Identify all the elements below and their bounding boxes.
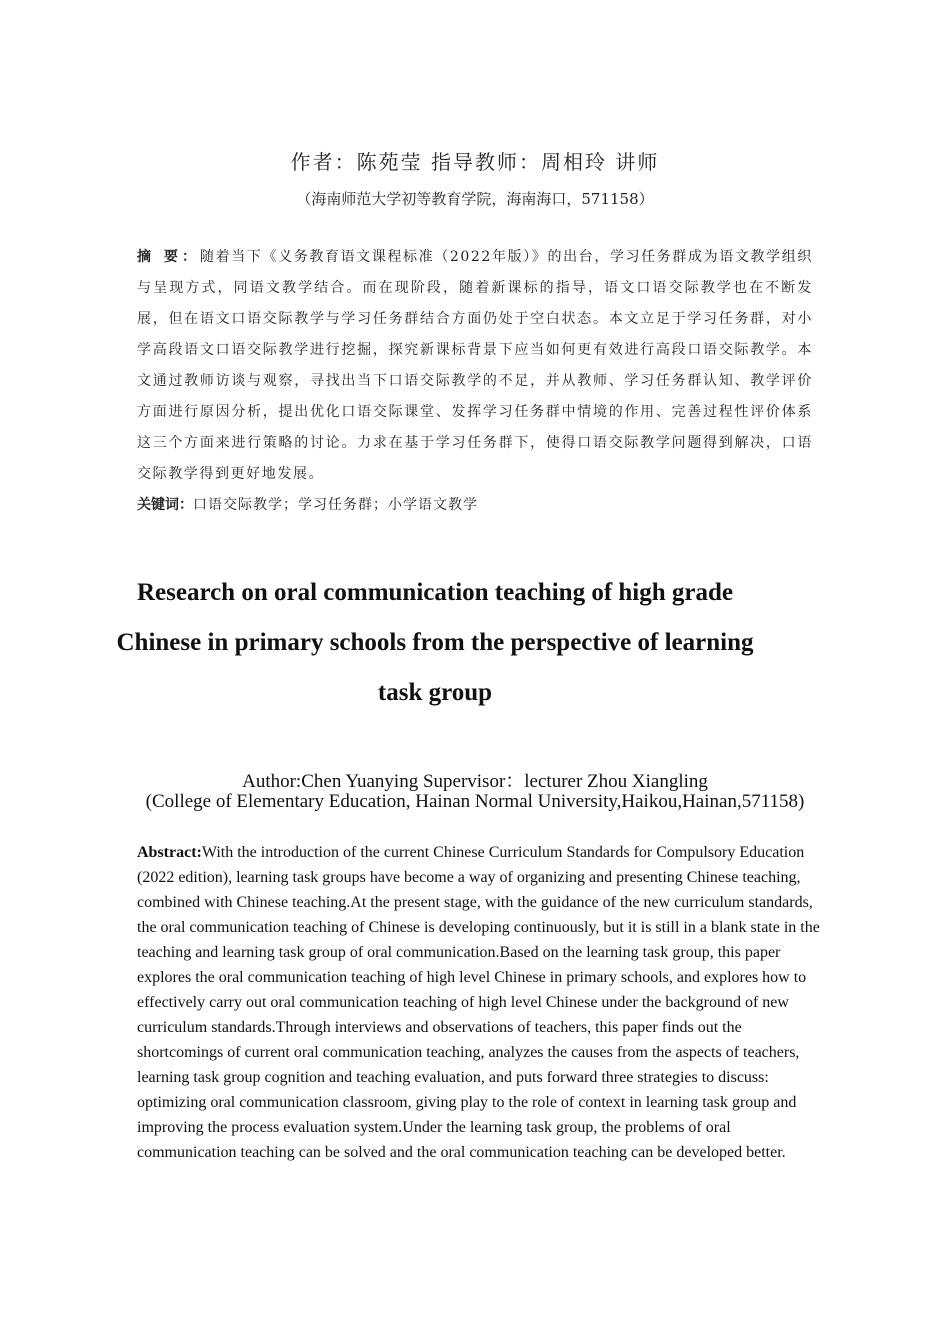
english-abstract [137,840,821,1165]
chinese-affiliation: （海南师范大学初等教育学院，海南海口，571158） [296,190,654,208]
chinese-author-line: 作者：陈苑莹 指导教师：周相玲 讲师 [290,150,660,174]
chinese-abstract-label: 摘 要： [137,249,200,265]
english-author-line: Author:Chen Yuanying Supervisor：lecturer Zhou Xiangling [242,771,708,792]
chinese-keywords [137,494,813,516]
chinese-keywords-label: 关键词： [137,497,193,513]
chinese-abstract-text: 随着当下《义务教育语文课程标准（2022年版）》的出台，学习任务群成为语文教学组织与呈现方式，同语文教学结合。而在现阶段，随着新课标的指导，语文口语交际教学也在不断发展，但在语文口语交际教学与学习任务群结合方面仍处于空白状态。本文立足于学习任务群，对小学高段语文口语交际教学进行挖掘，探究新课标背景下应当如何更有效进行高段口语交际教学。本文通过教师访谈与观察，寻找出当下口语交际教学的不足，并从教师、学习任务群认知、教学评价方面进行原因分析，提出优化口语交际课堂、发挥学习任务群中情境的作用、完善过程性评价体系这三个方面来进行策略的讨论。力求在基于学习任务群下，使得口语交际教学问题得到解决，口语交际教学得到更好地发展。 [137,249,813,482]
english-abstract-label: Abstract: [137,844,202,861]
chinese-keywords-text: 口语交际教学；学习任务群；小学语文教学 [193,497,478,513]
english-abstract-text: With the introduction of the current Chinese Curriculum Standards for Compulsory Education (2022 edition), learning task groups have become a way of organizing and presenting Chinese teaching, combined with Chinese teaching.At the present stage, with the guidance of the new curriculum standards, the oral communication teaching of Chinese is developing continuously, but it is still in a blank state in the teaching and learning task group of oral communication.Based on the learning task group, this paper explores the oral communication teaching of high level Chinese in primary schools, and explores how to effectively carry out oral communication teaching of high level Chinese under the background of new curriculum standards.Through interviews and observations of teachers, this paper finds out the shortcomings of current oral communication teaching, analyzes the causes from the aspects of teachers, learning task group cognition and teaching evaluation, and puts forward three strategies to discuss: optimizing oral communication classroom, giving play to the role of context in learning task group and improving the process evaluation system.Under the learning task group, the problems of oral communication teaching can be solved and the oral communication teaching can be developed better. [137,844,820,1161]
english-title: Research on oral communication teaching of high grade Chinese in primary schools from the perspective of learning task group [116,579,754,706]
english-affiliation: (College of Elementary Education, Hainan Normal University,Haikou,Hainan,571158) [145,791,805,812]
chinese-abstract [137,242,813,490]
